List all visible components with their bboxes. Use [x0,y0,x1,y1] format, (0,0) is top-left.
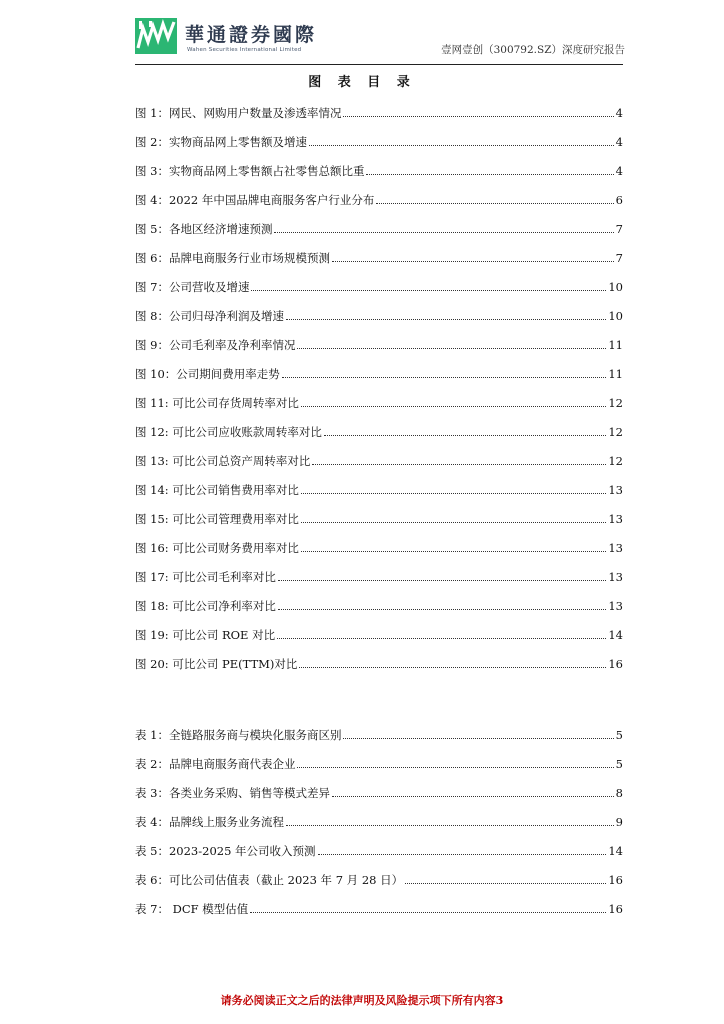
toc-figure-entry[interactable] [135,417,623,446]
toc-figure-entry[interactable] [135,446,623,475]
toc-entry-label: 图 8：公司归母净利润及增速 [135,308,284,323]
dot-leader [309,145,614,146]
toc-entry-page: 11 [608,366,623,381]
toc-entry-page: 8 [615,785,623,800]
toc-figure-entry[interactable] [135,475,623,504]
toc-entry-page: 13 [608,598,623,613]
report-tag: 壹网壹创（300792.SZ）深度研究报告 [441,44,625,56]
dot-leader [376,203,613,204]
toc-entry-page: 6 [615,192,623,207]
toc-entry-label: 图 12: 可比公司应收账款周转率对比 [135,424,322,439]
toc-entry-page: 4 [615,163,623,178]
dot-leader [312,464,606,465]
toc-entry-label: 表 2：品牌电商服务商代表企业 [135,756,296,771]
dot-leader [297,767,613,768]
company-name: 華通證券國際 [185,24,318,46]
toc-entry-page: 5 [615,727,623,742]
toc-entry-page: 13 [608,482,623,497]
dot-leader [286,825,614,826]
toc-table-entry[interactable] [135,865,623,894]
toc-entry-label: 图 9：公司毛利率及净利率情况 [135,337,296,352]
toc-entry-label: 表 4：品牌线上服务业务流程 [135,814,284,829]
toc-entry-page: 10 [608,308,623,323]
toc-entry-label: 图 5：各地区经济增速预测 [135,221,273,236]
toc-entry-page: 14 [608,627,623,642]
toc-entry-label: 图 10：公司期间费用率走势 [135,366,280,381]
toc-entry-page: 4 [615,134,623,149]
toc-entry-page: 7 [615,221,623,236]
dot-leader [318,854,607,855]
toc-figure-entry[interactable] [135,591,623,620]
dot-leader [366,174,613,175]
toc-figure-entry[interactable] [135,359,623,388]
toc-table-entry[interactable] [135,720,623,749]
toc-figure-entry[interactable] [135,562,623,591]
toc-entry-label: 图 6：品牌电商服务行业市场规模预测 [135,250,330,265]
toc-figure-entry[interactable] [135,649,623,678]
toc-figure-entry[interactable] [135,156,623,185]
dot-leader [250,912,606,913]
toc-table-entry[interactable] [135,836,623,865]
toc-entry-page: 14 [608,843,623,858]
header-divider [135,64,623,65]
toc-figure-entry[interactable] [135,185,623,214]
toc-entry-page: 11 [608,337,623,352]
toc-entry-page: 16 [608,656,623,671]
toc-entry-label: 表 7： DCF 模型估值 [135,901,249,916]
dot-leader [297,348,606,349]
company-logo-icon [135,18,177,54]
dot-leader [277,638,606,639]
toc-entry-page: 16 [608,901,623,916]
toc-entry-label: 表 3：各类业务采购、销售等模式差异 [135,785,330,800]
dot-leader [282,377,607,378]
dot-leader [343,116,613,117]
toc-entry-page: 12 [608,453,623,468]
toc-entry-label: 图 2：实物商品网上零售额及增速 [135,134,307,149]
toc-entry-label: 图 4：2022 年中国品牌电商服务客户行业分布 [135,192,375,207]
dot-leader [324,435,607,436]
dot-leader [301,551,607,552]
toc-entry-page: 13 [608,540,623,555]
toc-figure-entry[interactable] [135,620,623,649]
dot-leader [286,319,606,320]
dot-leader [301,406,607,407]
toc-entry-page: 16 [608,872,623,887]
section-gap [135,678,623,720]
toc-figure-entry[interactable] [135,243,623,272]
toc-figure-entry[interactable] [135,214,623,243]
toc-entry-label: 图 3：实物商品网上零售额占社零售总额比重 [135,163,365,178]
dot-leader [299,667,606,668]
toc-entry-page: 4 [615,105,623,120]
dot-leader [251,290,606,291]
toc-entry-label: 图 17: 可比公司毛利率对比 [135,569,276,584]
toc-entry-label: 图 1：网民、网购用户数量及渗透率情况 [135,105,342,120]
toc-entry-label: 表 1：全链路服务商与模块化服务商区别 [135,727,342,742]
toc-list [135,98,623,923]
toc-figure-entry[interactable] [135,127,623,156]
toc-entry-label: 图 13: 可比公司总资产周转率对比 [135,453,311,468]
toc-entry-label: 图 7：公司营收及增速 [135,279,250,294]
toc-entry-page: 10 [608,279,623,294]
toc-entry-page: 12 [608,424,623,439]
dot-leader [301,493,607,494]
toc-table-entry[interactable] [135,778,623,807]
toc-entry-page: 12 [608,395,623,410]
toc-entry-page: 9 [615,814,623,829]
dot-leader [278,609,607,610]
toc-entry-label: 图 11: 可比公司存货周转率对比 [135,395,299,410]
toc-table-entry[interactable] [135,894,623,923]
toc-entry-label: 图 15: 可比公司管理费用率对比 [135,511,299,526]
toc-figure-entry[interactable] [135,533,623,562]
toc-entry-label: 图 16: 可比公司财务费用率对比 [135,540,299,555]
toc-entry-label: 图 14: 可比公司销售费用率对比 [135,482,299,497]
toc-entry-label: 表 5：2023-2025 年公司收入预测 [135,843,316,858]
toc-figure-entry[interactable] [135,98,623,127]
company-subtitle: Wahen Securities International Limited [187,47,302,53]
toc-figure-entry[interactable] [135,388,623,417]
toc-figure-entry[interactable] [135,504,623,533]
dot-leader [278,580,607,581]
toc-figure-entry[interactable] [135,272,623,301]
page-header [135,14,625,64]
toc-figure-entry[interactable] [135,330,623,359]
toc-entry-label: 表 6：可比公司估值表（截止 2023 年 7 月 28 日） [135,872,404,887]
toc-entry-page: 13 [608,569,623,584]
toc-table-entry[interactable] [135,749,623,778]
dot-leader [301,522,607,523]
dot-leader [343,738,613,739]
toc-entry-page: 7 [615,250,623,265]
dot-leader [332,796,614,797]
toc-entry-label: 图 20: 可比公司 PE(TTM)对比 [135,656,298,671]
toc-figure-entry[interactable] [135,301,623,330]
toc-entry-page: 5 [615,756,623,771]
toc-table-entry[interactable] [135,807,623,836]
toc-entry-label: 图 18: 可比公司净利率对比 [135,598,276,613]
dot-leader [405,883,606,884]
legal-disclaimer: 请务必阅读正文之后的法律声明及风险提示项下所有内容3 [220,994,504,1007]
toc-entry-page: 13 [608,511,623,526]
toc-title: 图 表 目 录 [308,75,416,90]
toc-entry-label: 图 19: 可比公司 ROE 对比 [135,627,276,642]
dot-leader [274,232,613,233]
dot-leader [332,261,614,262]
